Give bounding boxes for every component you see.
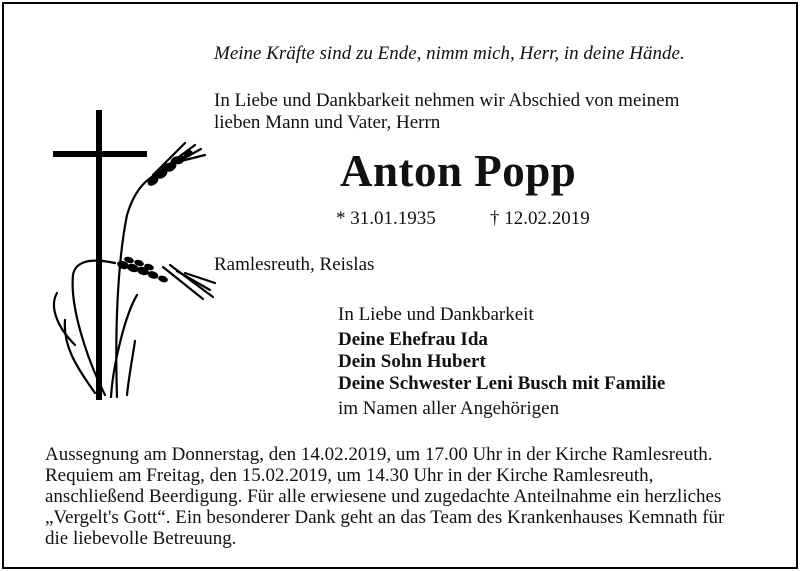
cross-with-wheat-icon (45, 105, 220, 405)
closing-intro: In Liebe und Dankbarkeit (338, 304, 534, 325)
deceased-name: Anton Popp (340, 146, 577, 196)
death-date: † 12.02.2019 (490, 208, 590, 229)
motto-verse: Meine Kräfte sind zu Ende, nimm mich, Herr, in deine Hände. (214, 43, 685, 64)
mourner-item: Deine Ehefrau Ida (338, 329, 488, 350)
intro-line: In Liebe und Dankbarkeit nehmen wir Abschied von meinem (214, 90, 680, 111)
intro-line: lieben Mann und Vater, Herrn (214, 112, 441, 133)
service-line: Requiem am Freitag, den 15.02.2019, um 14.30 Uhr in der Kirche Ramlesreuth, (45, 465, 654, 486)
service-details (45, 444, 785, 549)
mourner-item: Dein Sohn Hubert (338, 351, 486, 372)
mourners-list (338, 329, 665, 395)
place-of-residence: Ramlesreuth, Reislas (214, 254, 375, 275)
service-line: „Vergelt's Gott“. Ein besonderer Dank geht an das Team des Krankenhauses Kemnath für (45, 507, 725, 528)
service-line: die liebevolle Betreuung. (45, 528, 237, 549)
birth-date: * 31.01.1935 (336, 208, 436, 229)
service-line: Aussegnung am Donnerstag, den 14.02.2019, um 17.00 Uhr in der Kirche Ramlesreuth. (45, 444, 713, 465)
mourner-item: Deine Schwester Leni Busch mit Familie (338, 373, 666, 394)
service-line: anschließend Beerdigung. Für alle erwiesene und zugedachte Anteilnahme ein herzliches (45, 486, 722, 507)
intro-text (214, 90, 679, 134)
all-relatives-note: im Namen aller Angehörigen (338, 398, 560, 419)
